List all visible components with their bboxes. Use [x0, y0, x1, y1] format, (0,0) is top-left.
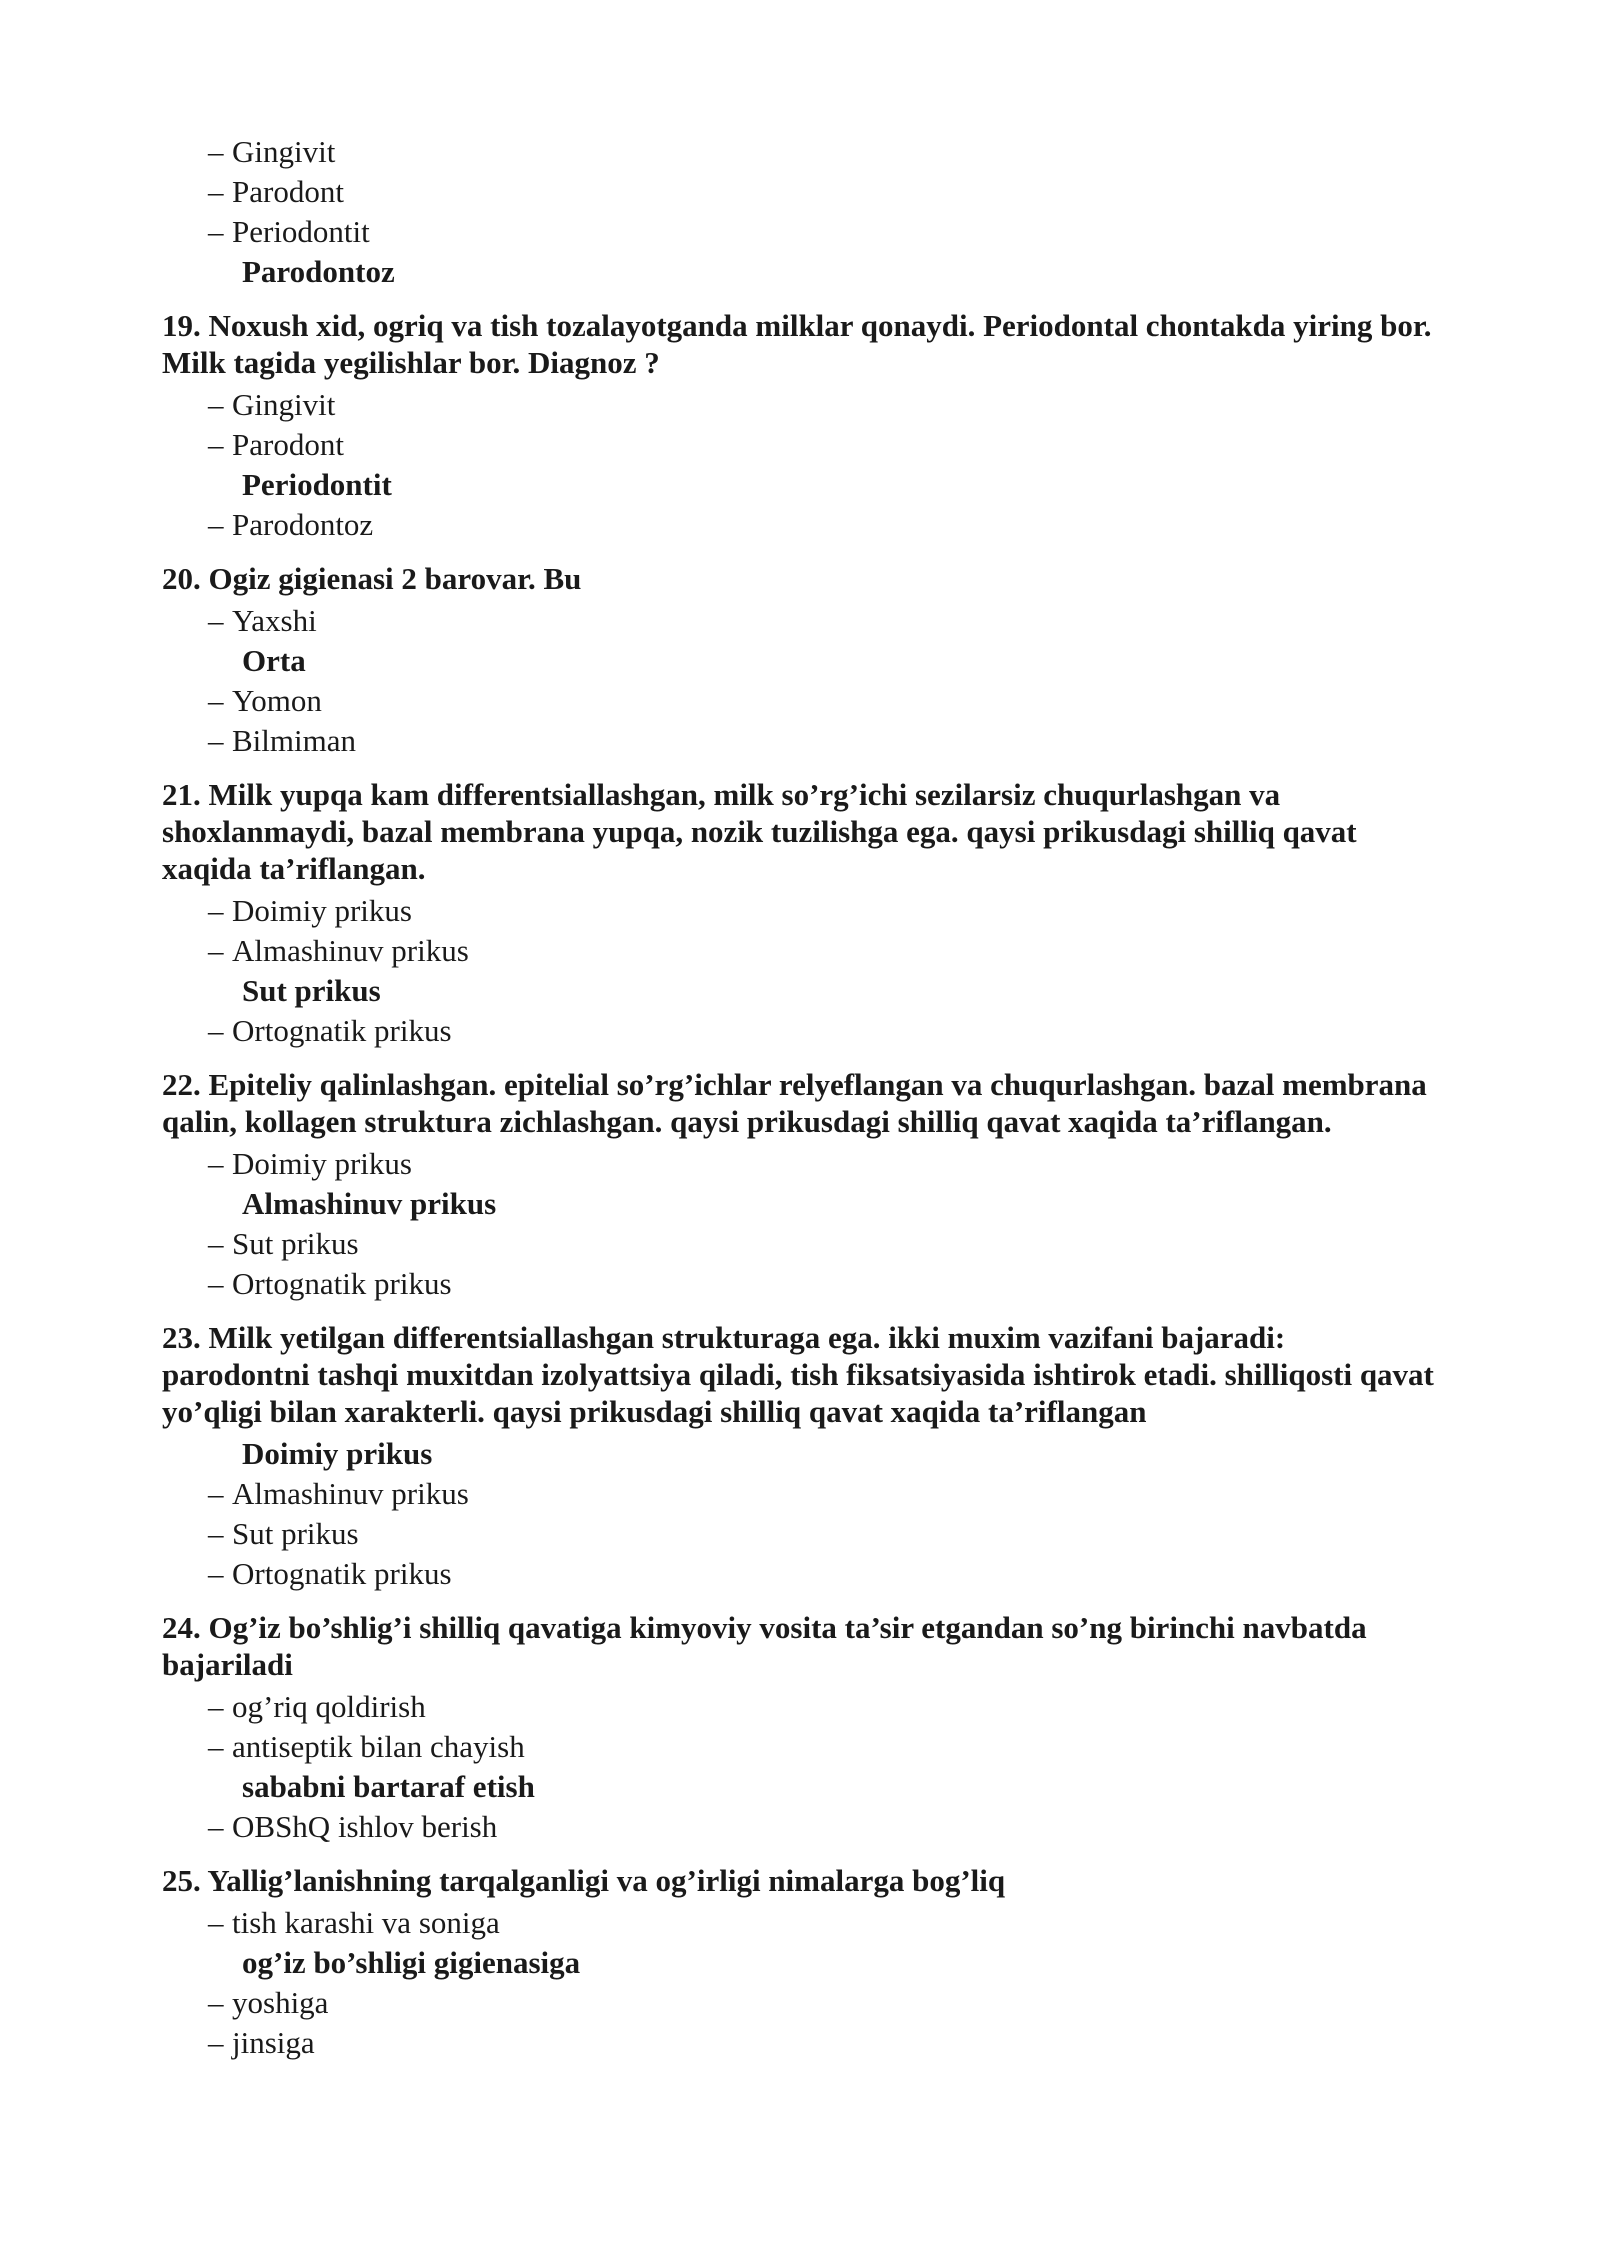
- answer-option: [162, 1983, 1440, 2023]
- answer-option: [162, 931, 1440, 971]
- option-text: Parodont: [232, 427, 344, 462]
- option-text: Gingivit: [232, 134, 336, 169]
- option-text: Sut prikus: [242, 973, 381, 1008]
- options-list: [162, 601, 1440, 761]
- correct-answer-option: [162, 1767, 1440, 1807]
- answer-option: [162, 1727, 1440, 1767]
- answer-option: [162, 385, 1440, 425]
- correct-answer-option: [162, 1943, 1440, 1983]
- leading-options-list: [162, 132, 1440, 292]
- option-text: Ortognatik prikus: [232, 1013, 452, 1048]
- answer-option: [162, 1687, 1440, 1727]
- option-dash: –: [208, 1516, 224, 1551]
- question-block: [162, 560, 1440, 761]
- option-text: og’riq qoldirish: [232, 1689, 426, 1724]
- option-dash: –: [208, 1266, 224, 1301]
- answer-option: [162, 1903, 1440, 1943]
- option-dash: –: [208, 1476, 224, 1511]
- option-text: Bilmiman: [232, 723, 356, 758]
- option-dash: –: [208, 2025, 224, 2060]
- question-text: 20. Ogiz gigienasi 2 barovar. Bu: [162, 561, 582, 596]
- correct-answer-option: [162, 252, 1440, 292]
- option-text: Almashinuv prikus: [232, 933, 469, 968]
- option-dash: –: [208, 1689, 224, 1724]
- option-dash: –: [208, 1556, 224, 1591]
- option-text: OBShQ ishlov berish: [232, 1809, 498, 1844]
- option-dash: –: [208, 1905, 224, 1940]
- option-dash: –: [208, 507, 224, 542]
- option-text: Sut prikus: [232, 1516, 359, 1551]
- answer-option: [162, 2023, 1440, 2063]
- option-text: Periodontit: [242, 467, 392, 502]
- question-text: 22. Epiteliy qalinlashgan. epitelial so’rg’ichlar relyeflangan va chuqurlashgan. bazal membrana qalin, kollagen struktura zichlashgan. qaysi prikusdagi shilliq qavat xaqida ta’riflangan.: [162, 1067, 1427, 1139]
- option-text: yoshiga: [232, 1985, 329, 2020]
- option-text: Gingivit: [232, 387, 336, 422]
- option-text: Parodont: [232, 174, 344, 209]
- options-list: [162, 1434, 1440, 1594]
- option-text: Doimiy prikus: [232, 893, 412, 928]
- option-text: Orta: [242, 643, 306, 678]
- question-text: 25. Yallig’lanishning tarqalganligi va og’irligi nimalarga bog’liq: [162, 1863, 1006, 1898]
- option-text: Sut prikus: [232, 1226, 359, 1261]
- options-list: [162, 1687, 1440, 1847]
- answer-option: [162, 1807, 1440, 1847]
- answer-option: [162, 212, 1440, 252]
- option-text: Ortognatik prikus: [232, 1266, 452, 1301]
- option-dash: –: [208, 427, 224, 462]
- correct-answer-option: [162, 971, 1440, 1011]
- option-dash: –: [208, 174, 224, 209]
- option-text: Periodontit: [232, 214, 370, 249]
- questions-list: [162, 307, 1440, 2063]
- option-dash: –: [208, 933, 224, 968]
- correct-answer-option: [162, 641, 1440, 681]
- question-block: [162, 1066, 1440, 1304]
- answer-option: [162, 1514, 1440, 1554]
- option-dash: –: [208, 1729, 224, 1764]
- option-dash: –: [208, 214, 224, 249]
- option-text: Doimiy prikus: [242, 1436, 433, 1471]
- answer-option: [162, 1264, 1440, 1304]
- correct-answer-option: [162, 465, 1440, 505]
- answer-option: [162, 1224, 1440, 1264]
- question-text: 19. Noxush xid, ogriq va tish tozalayotganda milklar qonaydi. Periodontal chontakda yiring bor. Milk tagida yegilishlar bor. Diagnoz ?: [162, 308, 1432, 380]
- option-text: Yomon: [232, 683, 322, 718]
- answer-option: [162, 1554, 1440, 1594]
- option-dash: –: [208, 683, 224, 718]
- answer-option: [162, 1011, 1440, 1051]
- answer-option: [162, 172, 1440, 212]
- option-dash: –: [208, 1013, 224, 1048]
- option-dash: –: [208, 603, 224, 638]
- option-text: Parodontoz: [232, 507, 374, 542]
- option-text: Yaxshi: [232, 603, 317, 638]
- answer-option: [162, 132, 1440, 172]
- option-dash: –: [208, 387, 224, 422]
- question-text: 21. Milk yupqa kam differentsiallashgan, milk so’rg’ichi sezilarsiz chuqurlashgan va shoxlanmaydi, bazal membrana yupqa, nozik tuzilishga ega. qaysi prikusdagi shilliq qavat xaqida ta’riflangan.: [162, 777, 1357, 886]
- answer-option: [162, 425, 1440, 465]
- question-block: [162, 1862, 1440, 2063]
- question-block: [162, 1319, 1440, 1594]
- answer-option: [162, 681, 1440, 721]
- options-list: [162, 385, 1440, 545]
- option-dash: –: [208, 1985, 224, 2020]
- answer-option: [162, 891, 1440, 931]
- answer-option: [162, 1474, 1440, 1514]
- option-text: Almashinuv prikus: [242, 1186, 497, 1221]
- option-dash: –: [208, 893, 224, 928]
- option-text: Doimiy prikus: [232, 1146, 412, 1181]
- option-text: Almashinuv prikus: [232, 1476, 469, 1511]
- options-list: [162, 1144, 1440, 1304]
- option-dash: –: [208, 1809, 224, 1844]
- option-text: sababni bartaraf etish: [242, 1769, 535, 1804]
- question-block: [162, 776, 1440, 1051]
- option-text: Parodontoz: [242, 254, 395, 289]
- correct-answer-option: [162, 1184, 1440, 1224]
- option-dash: –: [208, 134, 224, 169]
- answer-option: [162, 505, 1440, 545]
- question-text: 23. Milk yetilgan differentsiallashgan strukturaga ega. ikki muxim vazifani bajaradi: parodontni tashqi muxitdan izolyattsiya qiladi, tish fiksatsiyasida ishtirok etadi. shilliqosti qavat yo’qligi bilan xarakterli. qaysi prikusdagi shilliq qavat xaqida ta’riflangan: [162, 1320, 1434, 1429]
- option-text: antiseptik bilan chayish: [232, 1729, 525, 1764]
- answer-option: [162, 601, 1440, 641]
- answer-option: [162, 1144, 1440, 1184]
- option-text: jinsiga: [232, 2025, 315, 2060]
- question-text: 24. Og’iz bo’shlig’i shilliq qavatiga kimyoviy vosita ta’sir etgandan so’ng birinchi navbatda bajariladi: [162, 1610, 1367, 1682]
- question-block: [162, 1609, 1440, 1847]
- option-dash: –: [208, 723, 224, 758]
- options-list: [162, 891, 1440, 1051]
- correct-answer-option: [162, 1434, 1440, 1474]
- option-text: tish karashi va soniga: [232, 1905, 500, 1940]
- options-list: [162, 1903, 1440, 2063]
- option-dash: –: [208, 1146, 224, 1181]
- option-text: Ortognatik prikus: [232, 1556, 452, 1591]
- option-dash: –: [208, 1226, 224, 1261]
- option-text: og’iz bo’shligi gigienasiga: [242, 1945, 581, 1980]
- answer-option: [162, 721, 1440, 761]
- question-block: [162, 307, 1440, 545]
